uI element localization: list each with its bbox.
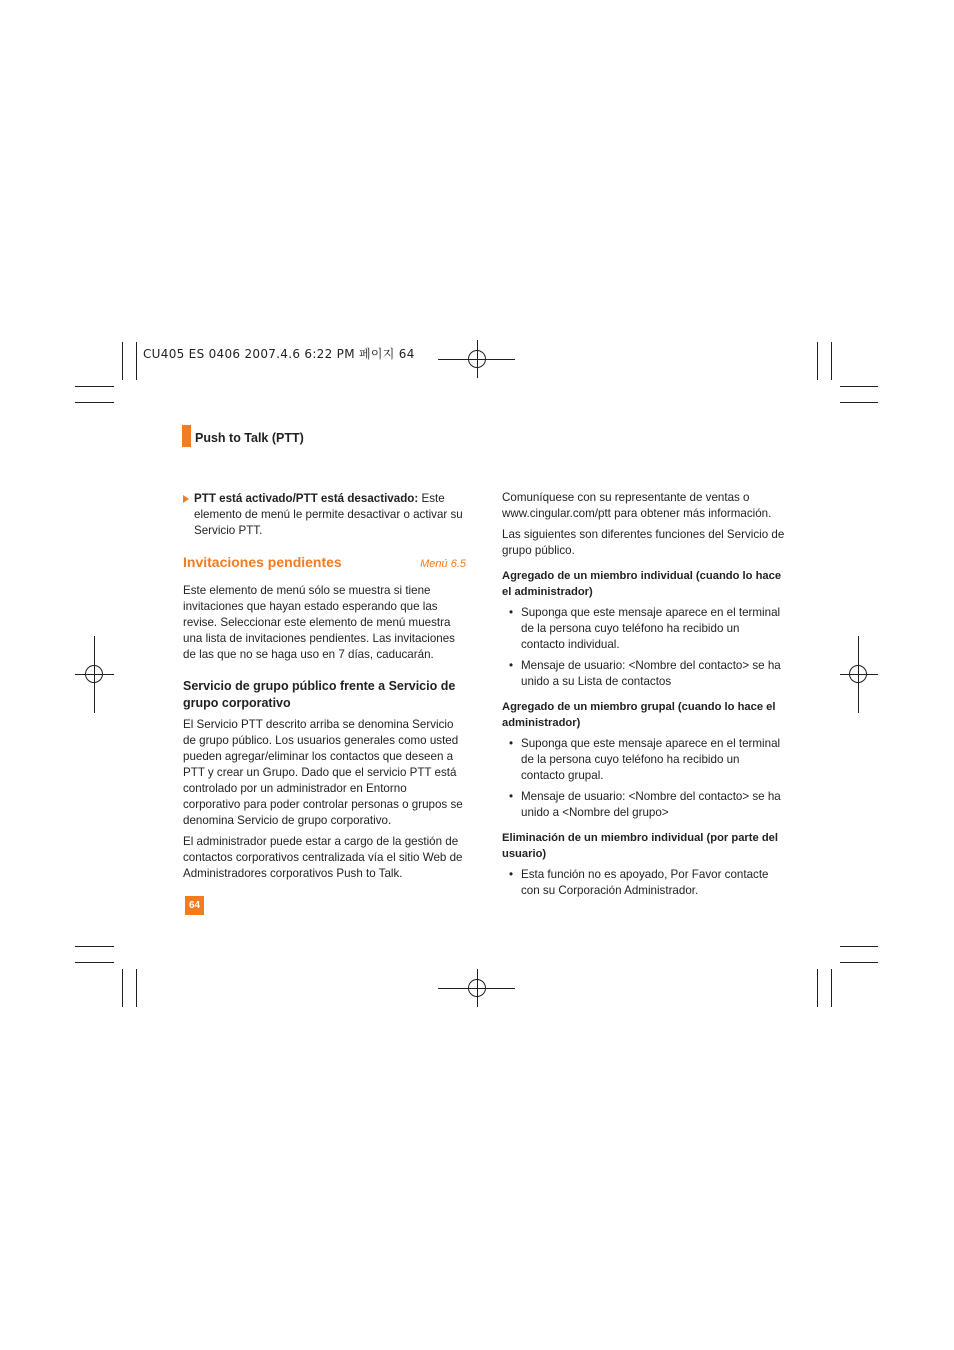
list-item: • Suponga que este mensaje aparece en el terminal de la persona cuyo teléfono ha recibido un contacto grupal.: [509, 737, 781, 782]
list-item: • Mensaje de usuario: <Nombre del contacto> se ha unido a su Lista de contactos: [509, 659, 781, 688]
left-column: [183, 491, 466, 882]
item-bold-label: PTT está activado/PTT está desactivado:: [194, 492, 419, 505]
list-individual-remove: [502, 867, 792, 899]
menu-reference: Menú 6.5: [420, 558, 466, 570]
section-title: Invitaciones pendientes: [183, 554, 342, 570]
right-column: [502, 490, 792, 899]
paragraph-functions: Las siguientes son diferentes funciones del Servicio de grupo público.: [502, 528, 785, 557]
page-number: 64: [185, 896, 204, 915]
list-item: • Suponga que este mensaje aparece en el terminal de la persona cuyo teléfono ha recibido un contacto individual.: [509, 606, 781, 651]
paragraph-administrator: El administrador puede estar a cargo de la gestión de contactos corporativos centralizada vía el sitio Web de Administradores corporativos Push to Talk.: [183, 835, 463, 880]
menu-item-ptt-toggle: PTT está activado/PTT está desactivado: Este elemento de menú le permite desactivar o activar su Servicio PTT.: [183, 491, 466, 539]
heading-individual-add: Agregado de un miembro individual (cuando lo hace el administrador): [502, 570, 782, 598]
section-heading: [183, 554, 466, 574]
heading-group-add: Agregado de un miembro grupal (cuando lo hace el administrador): [502, 701, 776, 729]
list-item: • Esta función no es apoyado, Por Favor contacte con su Corporación Administrador.: [509, 868, 769, 897]
print-slug: CU405 ES 0406 2007.4.6 6:22 PM 페이지 64: [143, 347, 415, 361]
paragraph-invitations: Este elemento de menú sólo se muestra si tiene invitaciones que hayan estado esperando que las revise. Seleccionar este elemento de menú muestra una lista de invitaciones pendientes. Las invitaciones de las que no se haga uso en 7 días, caducarán.: [183, 584, 455, 661]
subsection-title: Servicio de grupo público frente a Servicio de grupo corporativo: [183, 679, 456, 710]
heading-individual-remove: Eliminación de un miembro individual (por parte del usuario): [502, 832, 778, 860]
triangle-bullet-icon: [183, 495, 189, 503]
page-header-title: Push to Talk (PTT): [195, 431, 304, 445]
list-individual-add: [502, 605, 792, 690]
header-accent-bar: [182, 425, 191, 447]
list-group-add: [502, 736, 792, 821]
list-item: • Mensaje de usuario: <Nombre del contacto> se ha unido a <Nombre del grupo>: [509, 790, 781, 819]
paragraph-contact-rep: Comuníquese con su representante de ventas o www.cingular.com/ptt para obtener más información.: [502, 491, 772, 520]
paragraph-group-service: El Servicio PTT descrito arriba se denomina Servicio de grupo público. Los usuarios generales como usted pueden agregar/eliminar los contactos que deseen a PTT y crear un Grupo. Dado que el servicio PTT está controlado por un administrador en Entorno corporativo para poder controlar personas o grupos se denomina Servicio de grupo corporativo.: [183, 718, 463, 827]
